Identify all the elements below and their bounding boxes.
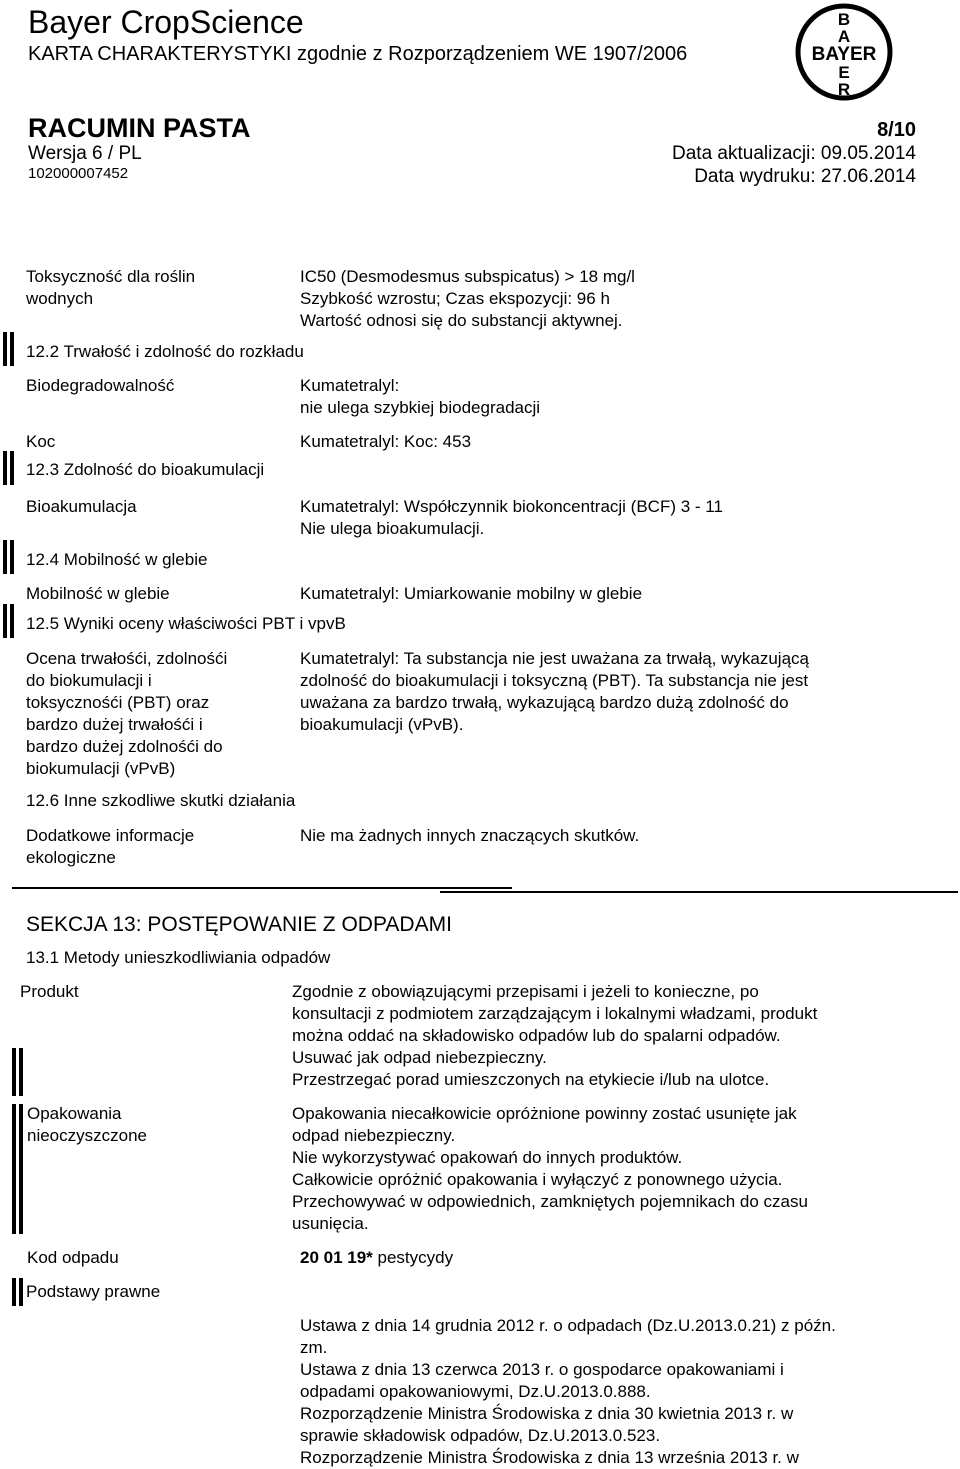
packaging-value	[292, 1103, 808, 1235]
value-line: Rozporządzenie Ministra Środowiska z dnia 30 kwietnia 2013 r. w	[300, 1404, 794, 1423]
biodegradability-value	[300, 375, 540, 419]
value-line: Szybkość wzrostu; Czas ekspozycji: 96 h	[300, 289, 610, 308]
print-date: Data wydruku: 27.06.2014	[694, 166, 916, 187]
value-line: konsultacji z podmiotem zarządzającym i lokalnymi władzami, produkt	[292, 1004, 818, 1023]
revision-bar	[19, 1048, 23, 1096]
revision-bar	[3, 540, 7, 574]
svg-text:B: B	[837, 10, 851, 29]
bioaccumulation-value	[300, 496, 723, 540]
revision-bar	[19, 1278, 23, 1306]
value-line: Ustawa z dnia 14 grudnia 2012 r. o odpadach (Dz.U.2013.0.21) z późn.	[300, 1316, 836, 1335]
revision-bar	[12, 1048, 16, 1096]
value-line: można oddać na składowisko odpadów lub do spalarni odpadów.	[292, 1026, 781, 1045]
company-name: Bayer CropScience	[28, 4, 304, 40]
waste-code-number: 20 01 19*	[300, 1248, 373, 1267]
toxicity-value	[300, 266, 635, 332]
revision-bar	[10, 540, 14, 574]
revision-bar	[3, 332, 7, 366]
label-line: bardzo dużej trwałośći i	[26, 715, 203, 734]
label-line: Ocena trwałośći, zdolnośći	[26, 649, 228, 668]
page-number: 8/10	[877, 119, 916, 141]
revision-bar	[19, 1104, 23, 1234]
eco-info-label	[26, 825, 286, 869]
value-line: Nie ulega bioakumulacji.	[300, 519, 485, 538]
value-line: Ustawa z dnia 13 czerwca 2013 r. o gospodarce opakowaniami i	[300, 1360, 784, 1379]
svg-text:R: R	[837, 80, 851, 99]
koc-value: Kumatetralyl: Koc: 453	[300, 432, 472, 451]
value-line: bioakumulacji (vPvB).	[300, 715, 464, 734]
waste-code-value	[300, 1247, 453, 1269]
product-label: Produkt	[20, 982, 79, 1001]
value-line: odpad niebezpieczny.	[292, 1126, 456, 1145]
label-line: toksycznośći (PBT) oraz	[26, 693, 210, 712]
revision-bar	[10, 332, 14, 366]
pbt-value	[300, 648, 809, 736]
value-line: uważana za bardzo trwałą, wykazującą bardzo dużą zdolność do	[300, 693, 789, 712]
value-line: Nie wykorzystywać opakowań do innych produktów.	[292, 1148, 683, 1167]
label-line: Toksyczność dla roślin	[26, 267, 196, 286]
mobility-label: Mobilność w glebie	[26, 584, 170, 603]
revision-bar	[12, 1278, 16, 1306]
value-line: Rozporządzenie Ministra Środowiska z dnia 13 września 2013 r. w	[300, 1448, 799, 1467]
value-line: Zgodnie z obowiązującymi przepisami i jeżeli to konieczne, po	[292, 982, 759, 1001]
toxicity-label	[26, 266, 286, 310]
value-line: Opakowania niecałkowicie opróżnione powinny zostać usunięte jak	[292, 1104, 797, 1123]
value-line: Kumatetralyl: Współczynnik biokoncentracji (BCF) 3 - 11	[300, 497, 723, 516]
pbt-label	[26, 648, 286, 780]
update-date: Data aktualizacji: 09.05.2014	[672, 143, 916, 164]
label-line: bardzo dużej zdolnośći do	[26, 737, 223, 756]
biodegradability-label: Biodegradowalność	[26, 376, 175, 395]
version: Wersja 6 / PL	[28, 143, 142, 164]
value-line: usunięcia.	[292, 1214, 369, 1233]
section-13-title: SEKCJA 13: POSTĘPOWANIE Z ODPADAMI	[26, 913, 452, 936]
legal-basis-value	[300, 1315, 836, 1469]
section-divider	[12, 887, 512, 889]
label-line: do biokumulacji i	[26, 671, 152, 690]
mobility-value: Kumatetralyl: Umiarkowanie mobilny w glebie	[300, 584, 643, 603]
value-line: nie ulega szybkiej biodegradacji	[300, 398, 541, 417]
bioaccumulation-label: Bioakumulacja	[26, 497, 137, 516]
value-line: Przestrzegać porad umieszczonych na etykiecie i/lub na ulotce.	[292, 1070, 770, 1089]
label-line: biokumulacji (vPvB)	[26, 759, 176, 778]
value-line: Kumatetralyl: Ta substancja nie jest uważana za trwałą, wykazującą	[300, 649, 809, 668]
document-type: KARTA CHARAKTERYSTYKI zgodnie z Rozporządzeniem WE 1907/2006	[28, 43, 688, 65]
heading-12-5: 12.5 Wyniki oceny właściwości PBT i vpvB	[26, 614, 346, 633]
heading-12-2: 12.2 Trwałość i zdolność do rozkładu	[26, 342, 304, 361]
heading-13-1: 13.1 Metody unieszkodliwiania odpadów	[26, 948, 331, 967]
label-line: Dodatkowe informacje	[26, 826, 195, 845]
heading-12-4: 12.4 Mobilność w glebie	[26, 550, 208, 569]
value-line: Całkowicie opróżnić opakowania i wyłączyć z ponownego użycia.	[292, 1170, 783, 1189]
label-line: wodnych	[26, 289, 94, 308]
value-line: IC50 (Desmodesmus subspicatus) > 18 mg/l	[300, 267, 635, 286]
label-line: Opakowania	[27, 1104, 122, 1123]
product-name: RACUMIN PASTA	[28, 113, 251, 143]
waste-code-description: pestycydy	[372, 1248, 454, 1267]
koc-label: Koc	[26, 432, 56, 451]
heading-12-3: 12.3 Zdolność do bioakumulacji	[26, 460, 265, 479]
revision-bar	[3, 604, 7, 638]
label-line: ekologiczne	[26, 848, 116, 867]
revision-bar	[3, 451, 7, 485]
value-line: Usuwać jak odpad niebezpieczny.	[292, 1048, 547, 1067]
product-value	[292, 981, 817, 1091]
packaging-label	[27, 1103, 287, 1147]
revision-bar	[10, 604, 14, 638]
value-line: Kumatetralyl:	[300, 376, 400, 395]
label-line: nieoczyszczone	[27, 1126, 148, 1145]
bayer-logo	[794, 2, 894, 102]
value-line: zm.	[300, 1338, 328, 1357]
section-divider	[440, 891, 958, 893]
eco-info-value: Nie ma żadnych innych znaczących skutków.	[300, 826, 640, 845]
svg-text:A: A	[837, 27, 851, 46]
waste-code-label: Kod odpadu	[27, 1248, 119, 1267]
value-line: zdolność do bioakumulacji i toksyczną (PBT). Ta substancja nie jest	[300, 671, 809, 690]
bayer-cross-icon	[794, 2, 894, 102]
document-code: 102000007452	[28, 165, 129, 182]
svg-text:BAYER: BAYER	[811, 44, 877, 65]
revision-bar	[12, 1104, 16, 1234]
revision-bar	[10, 451, 14, 485]
heading-12-6: 12.6 Inne szkodliwe skutki działania	[26, 791, 296, 810]
legal-basis-label: Podstawy prawne	[26, 1282, 161, 1301]
value-line: sprawie składowisk odpadów, Dz.U.2013.0.523.	[300, 1426, 661, 1445]
svg-text:E: E	[838, 63, 850, 82]
value-line: odpadami opakowaniowymi, Dz.U.2013.0.888.	[300, 1382, 651, 1401]
value-line: Wartość odnosi się do substancji aktywnej.	[300, 311, 623, 330]
value-line: Przechowywać w odpowiednich, zamkniętych pojemnikach do czasu	[292, 1192, 808, 1211]
